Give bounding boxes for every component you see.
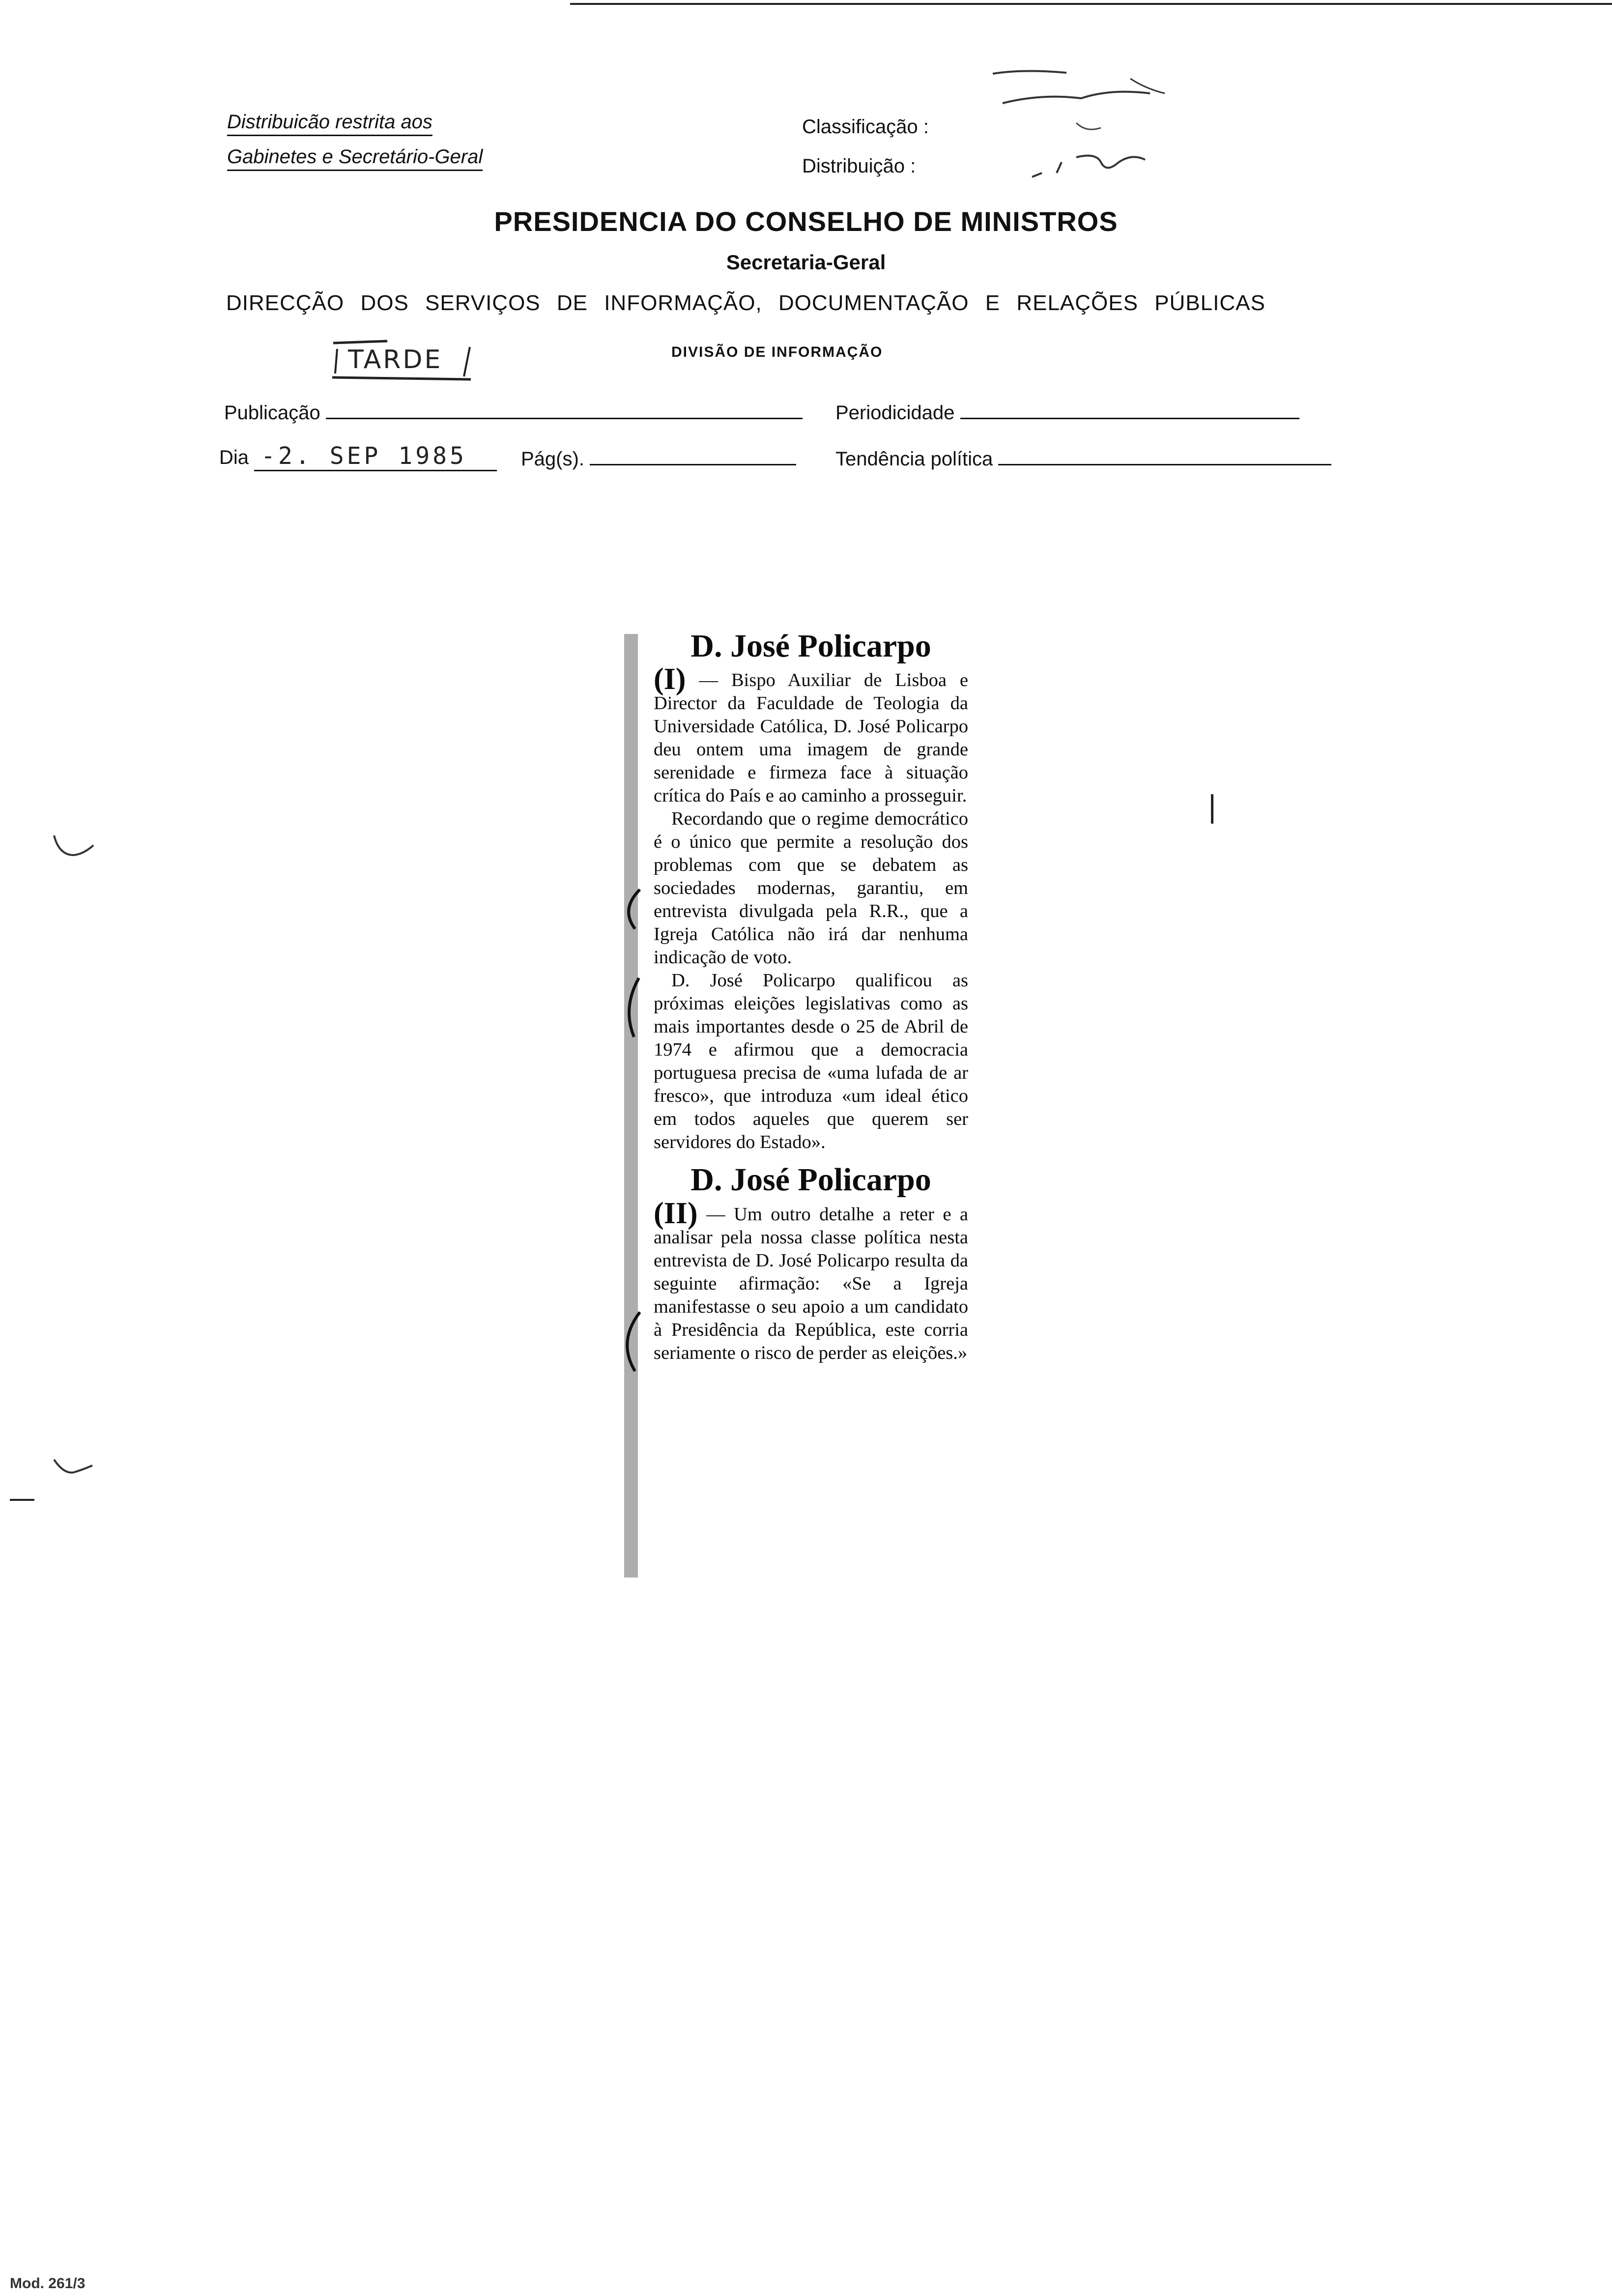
restriction-line-2: Gabinetes e Secretário-Geral (227, 147, 483, 171)
dia-row (219, 442, 497, 471)
tarde-stamp (328, 334, 476, 383)
tendencia-blank (998, 449, 1331, 465)
publicacao-blank (326, 403, 803, 419)
top-border-line (570, 3, 1612, 5)
tendencia-label: Tendência política (835, 448, 993, 470)
tendencia-row (835, 448, 1331, 470)
stamp-text: TARDE (348, 345, 443, 374)
publicacao-row (224, 402, 803, 424)
restriction-line-1: Distribuicão restrita aos (227, 112, 432, 136)
direccao-heading: DIRECÇÃO DOS SERVIÇOS DE INFORMAÇÃO, DOCUMENTAÇÃO E RELAÇÕES PÚBLICAS (226, 291, 1266, 315)
periodicidade-row (835, 402, 1299, 424)
pags-row (521, 448, 796, 470)
newspaper-article (654, 629, 968, 1365)
publicacao-label: Publicação (224, 402, 320, 424)
handwritten-marks (983, 59, 1189, 197)
stray-mark-3 (1211, 794, 1213, 824)
periodicidade-blank (960, 403, 1299, 419)
dia-value: -2. SEP 1985 (254, 442, 497, 471)
institution-title: PRESIDENCIA DO CONSELHO DE MINISTROS (494, 206, 1118, 237)
dia-label: Dia (219, 447, 249, 468)
part-1-paragraph-2: Recordando que o regime democrático é o único que permite a resolução dos problemas com que se debatem as sociedades modernas, garantiu, em entrevista divulgada pela R.R., que a Igreja Católica não irá dar nenhuma indicação de voto. (654, 808, 968, 968)
periodicidade-label: Periodicidade (835, 402, 955, 424)
part-2-lead: (II) (654, 1196, 698, 1230)
stray-mark-4 (10, 1499, 34, 1501)
part-1-paragraph-1: — Bispo Auxiliar de Lisboa e Director da Faculdade de Teologia da Universidade Católica, D. José Policarpo deu ontem uma imagem de grande serenidade e firmeza face à situação crítica do País e ao caminho a prosseguir. (654, 670, 969, 806)
stray-mark-1 (49, 831, 98, 865)
secretaria-subtitle: Secretaria-Geral (726, 251, 886, 274)
article-title-2: D. José Policarpo (691, 1162, 931, 1198)
article-part-1 (654, 662, 969, 1154)
distribuicao-label: Distribuição : (802, 155, 916, 177)
classificacao-label: Classificação : (802, 116, 929, 138)
article-part-2 (654, 1196, 968, 1365)
pags-label: Pág(s). (521, 448, 584, 470)
pags-blank (590, 449, 796, 465)
stray-mark-2 (49, 1455, 98, 1489)
clipping-torn-edge (620, 634, 644, 1578)
form-code: Mod. 261/3 (10, 2275, 86, 2292)
part-1-lead: (I) (654, 662, 686, 696)
part-1-paragraph-3: D. José Policarpo qualificou as próximas eleições legislativas como as mais importantes desde o 25 de Abril de 1974 e afirmou que a democracia portuguesa precisa de «uma lufada de ar fresco», que introduza «um ideal ético em todos aqueles que querem ser servidores do Estado». (654, 970, 968, 1153)
article-title-1: D. José Policarpo (691, 628, 931, 664)
restriction-notice (227, 112, 483, 182)
part-2-paragraph-1: — Um outro detalhe a reter e a analisar pela nossa classe política nesta entrevista de D. José Policarpo resulta da seguinte afirmação: «Se a Igreja manifestasse o seu apoio a um candidato à Presidência da República, este corria seriamente o risco de perder as eleições.» (654, 1204, 968, 1363)
divisao-heading: DIVISÃO DE INFORMAÇÃO (671, 344, 883, 360)
